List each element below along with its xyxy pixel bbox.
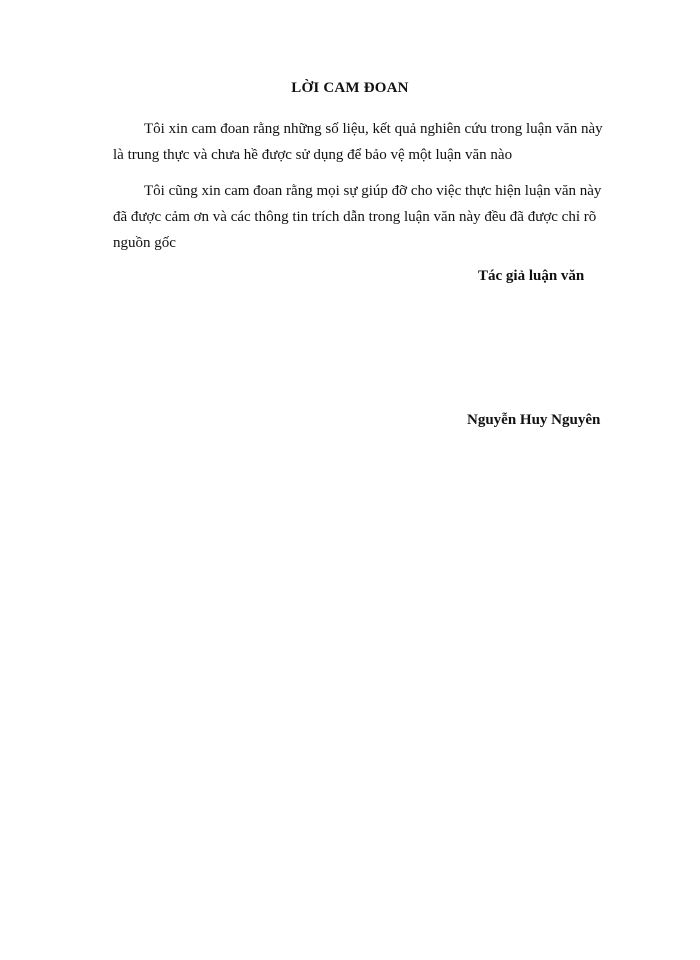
paragraph-2-line-1: Tôi cũng xin cam đoan rằng mọi sự giúp đỡ cho việc thực hiện luận văn này (144, 183, 602, 199)
paragraph-2-line-3: nguồn gốc (113, 235, 176, 251)
signature-role: Tác giả luận văn (478, 268, 585, 284)
declaration-paragraph-1 (113, 116, 640, 168)
paragraph-1-line-1: Tôi xin cam đoan rằng những số liệu, kết quả nghiên cứu trong luận văn này (144, 121, 603, 137)
signature-name: Nguyễn Huy Nguyên (467, 412, 601, 428)
paragraph-1-line-2: là trung thực và chưa hề được sử dụng để bảo vệ một luận văn nào (113, 147, 513, 163)
declaration-paragraph-2 (113, 178, 640, 256)
paragraph-2-line-2: đã được cảm ơn và các thông tin trích dẫn trong luận văn này đều đã được chỉ rõ (113, 209, 597, 225)
page-title: LỜI CAM ĐOAN (291, 80, 409, 96)
